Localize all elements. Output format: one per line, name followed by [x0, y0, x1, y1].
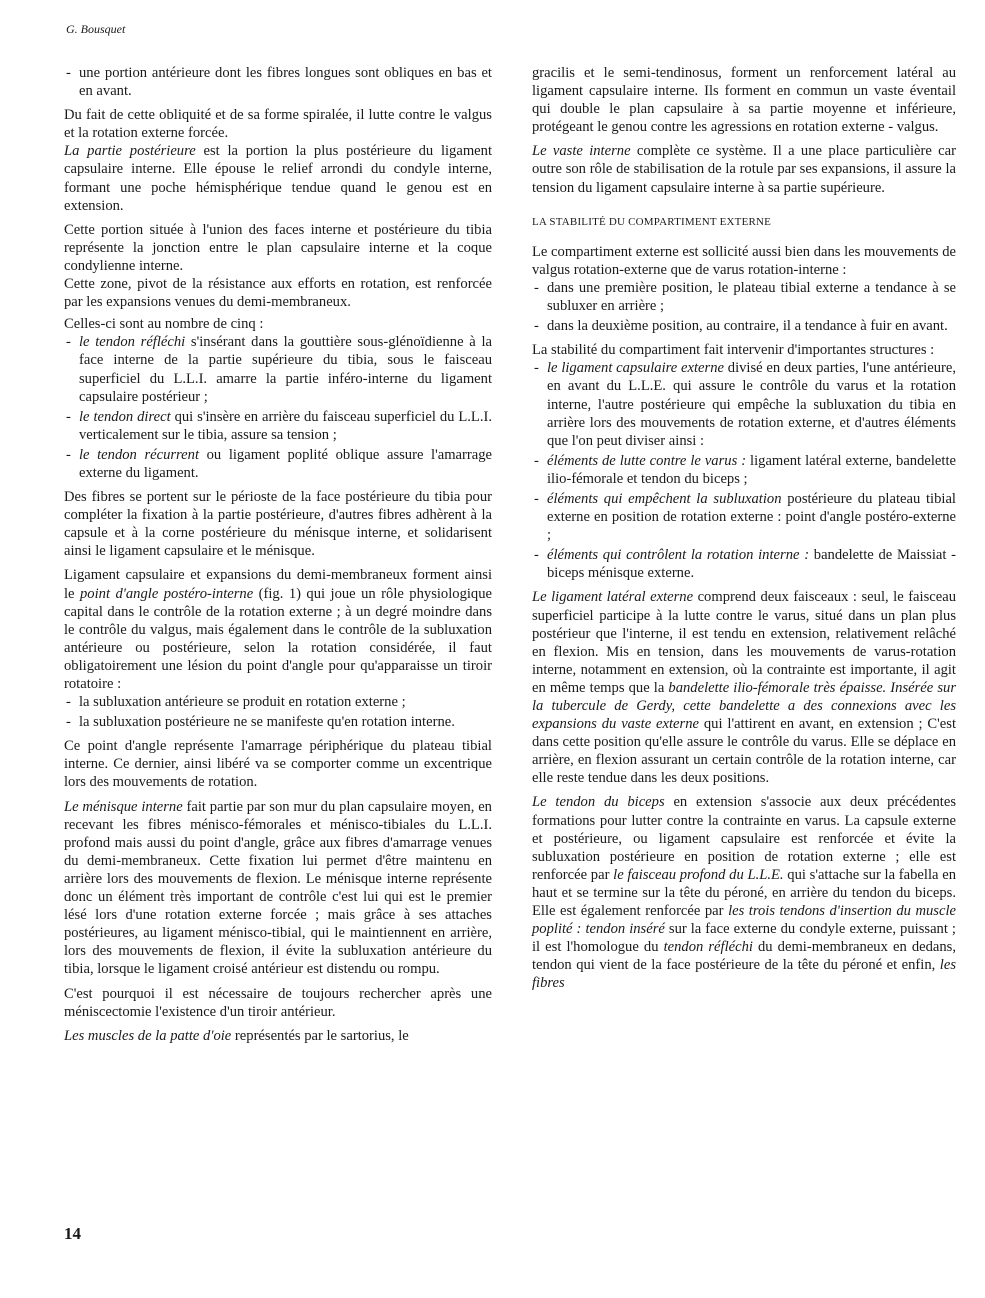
list-item: - éléments qui contrôlent la rotation interne : bandelette de Maissiat - biceps ménisque externe. — [532, 546, 956, 582]
list-item: - dans la deuxième position, au contraire, il a tendance à fuir en avant. — [532, 317, 956, 335]
paragraph: Le tendon du biceps en extension s'associe aux deux précédentes formations pour lutter contre la contrainte en varus. La capsule externe et postérieure, ou ligament capsulaire est renforcée et évite la subluxation postérieure en position de rotation externe ; elle est renforcée par le faisceau profond du L.L.E. qui s'attache sur la fabella en haut et se termine sur la tête du péroné, en arrière du tendon du biceps. Elle est également renforcée par les trois tendons d'insertion du muscle poplité : tendon inséré sur la face externe du condyle externe, puissant ; il est l'homologue du tendon réfléchi du demi-membraneux en dedans, tendon qui vient de la face postérieure de la tête du péroné et enfin, les fibres — [532, 794, 956, 992]
list-item: - le tendon réfléchi s'insérant dans la gouttière sous-glénoïdienne à la face interne de la partie supérieure du tibia, sous le faisceau superficiel du L.L.I. amarre la partie inféro-interne du ligament capsulaire postérieur ; — [64, 333, 492, 405]
paragraph: C'est pourquoi il est nécessaire de toujours rechercher après une méniscectomie l'existence d'un tiroir antérieur. — [64, 985, 492, 1020]
list-item: - la subluxation antérieure se produit en rotation externe ; — [64, 693, 492, 711]
list-subluxation — [64, 693, 492, 731]
paragraph: Ce point d'angle représente l'amarrage périphérique du plateau tibial interne. Ce dernier, ainsi libéré va se comporter comme un excentrique lors des mouvements de rotation. — [64, 738, 492, 791]
paragraph: La stabilité du compartiment fait intervenir d'importantes structures : — [532, 342, 935, 359]
list-item: - éléments qui empêchent la subluxation postérieure du plateau tibial externe en position de rotation externe : point d'angle postéro-externe ; — [532, 490, 956, 544]
list-item: - le tendon direct qui s'insère en arrière du faisceau superficiel du L.L.I. verticalement sur le tibia, assure sa tension ; — [64, 408, 492, 444]
paragraph: Le vaste interne complète ce système. Il a une place particulière car outre son rôle de stabilisation de la rotule par ses expansions, il assure la tension du ligament capsulaire interne à sa partie supérieure. — [532, 143, 956, 196]
paragraph: Du fait de cette obliquité et de sa forme spiralée, il lutte contre le valgus et la rotation externe forcée. — [64, 107, 492, 142]
page-number: 14 — [64, 1224, 81, 1243]
paragraph: Cette portion située à l'union des faces interne et postérieure du tibia représente la jonction entre le plan capsulaire interne et la coque condylienne interne. — [64, 221, 492, 274]
list-expansions — [64, 333, 492, 482]
paragraph: Le ménisque interne fait partie par son mur du plan capsulaire moyen, en recevant les fibres ménisco-fémorales et ménisco-tibiales du L.L.I. profond mais aussi du point d'angle, grâce aux fibres d'amarrage venues du demi-membraneux. Cette fixation lui permet d'être maintenu en arrière lors des mouvements de flexion. Le ménisque interne représente donc un élément très important de contrôle c'est lui qui est le premier lésé lors d'une rotation externe forcée ; mais grâce à ses attaches postérieures, au ligament ménisco-tibial, qui le maintiennent en arrière, lors des mouvements de flexion, il évite la subluxation antérieure du tibia, lorsque le ligament croisé antérieur est distendu ou rompu. — [64, 798, 492, 978]
paragraph: La partie postérieure est la portion la plus postérieure du ligament capsulaire interne. Elle épouse le relief arrondi du condyle interne, formant une poche hémisphérique tendue quand le genou est en extension. — [64, 143, 493, 214]
list-item: - le ligament capsulaire externe divisé en deux parties, l'une antérieure, en avant du L.L.E. qui assure le contrôle du varus et la rotation interne, l'autre postérieure qui empêche la subluxation du tibia en arrière lors des mouvements de rotation externe, et d'autres éléments que l'on peut diviser ainsi : — [532, 359, 956, 449]
list-item: - dans une première position, le plateau tibial externe a tendance à se subluxer en arrière ; — [532, 279, 956, 315]
paragraph: Le ligament latéral externe comprend deux faisceaux : seul, le faisceau superficiel participe à la lutte contre le varus, situé dans un plan plus postérieur que l'interne, il est tendu en extension, relativement relâché en flexion. Mis en tension, dans les mouvements de varus-rotation interne, notamment en extension, où la contrainte est importante, il agit en même temps que la bandelette ilio-fémorale très épaisse. Insérée sur la tubercule de Gerdy, cette bandelette a des connexions avec les expansions du vaste externe qui l'attirent en avant, en extension ; C'est dans cette position qu'elle assure le contrôle du varus. Elle se déplace en arrière, en flexion assurant un certain contrôle de la rotation interne, car elle reste tendue dans les deux positions. — [532, 589, 957, 787]
list-portion — [64, 64, 492, 100]
paragraph: Cette zone, pivot de la résistance aux efforts en rotation, est renforcée par les expansions venues du demi-membraneux. — [64, 276, 492, 311]
paragraph: Le compartiment externe est sollicité aussi bien dans les mouvements de valgus rotation-externe que de varus rotation-interne : — [532, 243, 956, 278]
running-header: G. Bousquet — [66, 22, 126, 36]
term: La partie postérieure — [64, 143, 196, 160]
paragraph: Ligament capsulaire et expansions du demi-membraneux forment ainsi le point d'angle postéro-interne (fig. 1) qui joue un rôle physiologique capital dans le contrôle de la rotation externe ; à un degré moindre dans le contrôle du valgus, mais également dans le contrôle de la subluxation antérieure ou postérieure, selon la rotation considérée, il faut obligatoirement une lésion du point d'angle pour qu'apparaisse un tiroir rotatoire : — [64, 567, 492, 692]
paragraph: Les muscles de la patte d'oie représentés par le sartorius, le — [64, 1027, 409, 1044]
list-item: - une portion antérieure dont les fibres longues sont obliques en bas et en avant. — [64, 64, 492, 100]
paragraph: Des fibres se portent sur le périoste de la face postérieure du tibia pour compléter la fixation à la partie postérieure, d'autres fibres adhèrent à la capsule et à la corne postérieure du ménisque interne, et solidarisent ainsi le ligament capsulaire et le ménisque. — [64, 489, 492, 560]
list-positions — [532, 279, 956, 335]
right-column — [532, 64, 956, 993]
left-column — [64, 64, 492, 1045]
list-item: - la subluxation postérieure ne se manifeste qu'en rotation interne. — [64, 713, 492, 731]
list-item: - le tendon récurrent ou ligament poplité oblique assure l'amarrage externe du ligament. — [64, 446, 492, 482]
paragraph: Celles-ci sont au nombre de cinq : — [64, 316, 264, 333]
section-heading: LA STABILITÉ DU COMPARTIMENT EXTERNE — [532, 215, 772, 228]
paragraph: gracilis et le semi-tendinosus, forment un renforcement latéral au ligament capsulaire interne. Ils forment en commun un vaste éventail qui double le plan capsulaire à sa partie moyenne et inférieure, protégeant le genou contre les agressions en rotation externe - valgus. — [532, 65, 956, 136]
list-item: - éléments de lutte contre le varus : ligament latéral externe, bandelette ilio-fémorale et tendon du biceps ; — [532, 452, 956, 488]
list-structures — [532, 359, 956, 582]
